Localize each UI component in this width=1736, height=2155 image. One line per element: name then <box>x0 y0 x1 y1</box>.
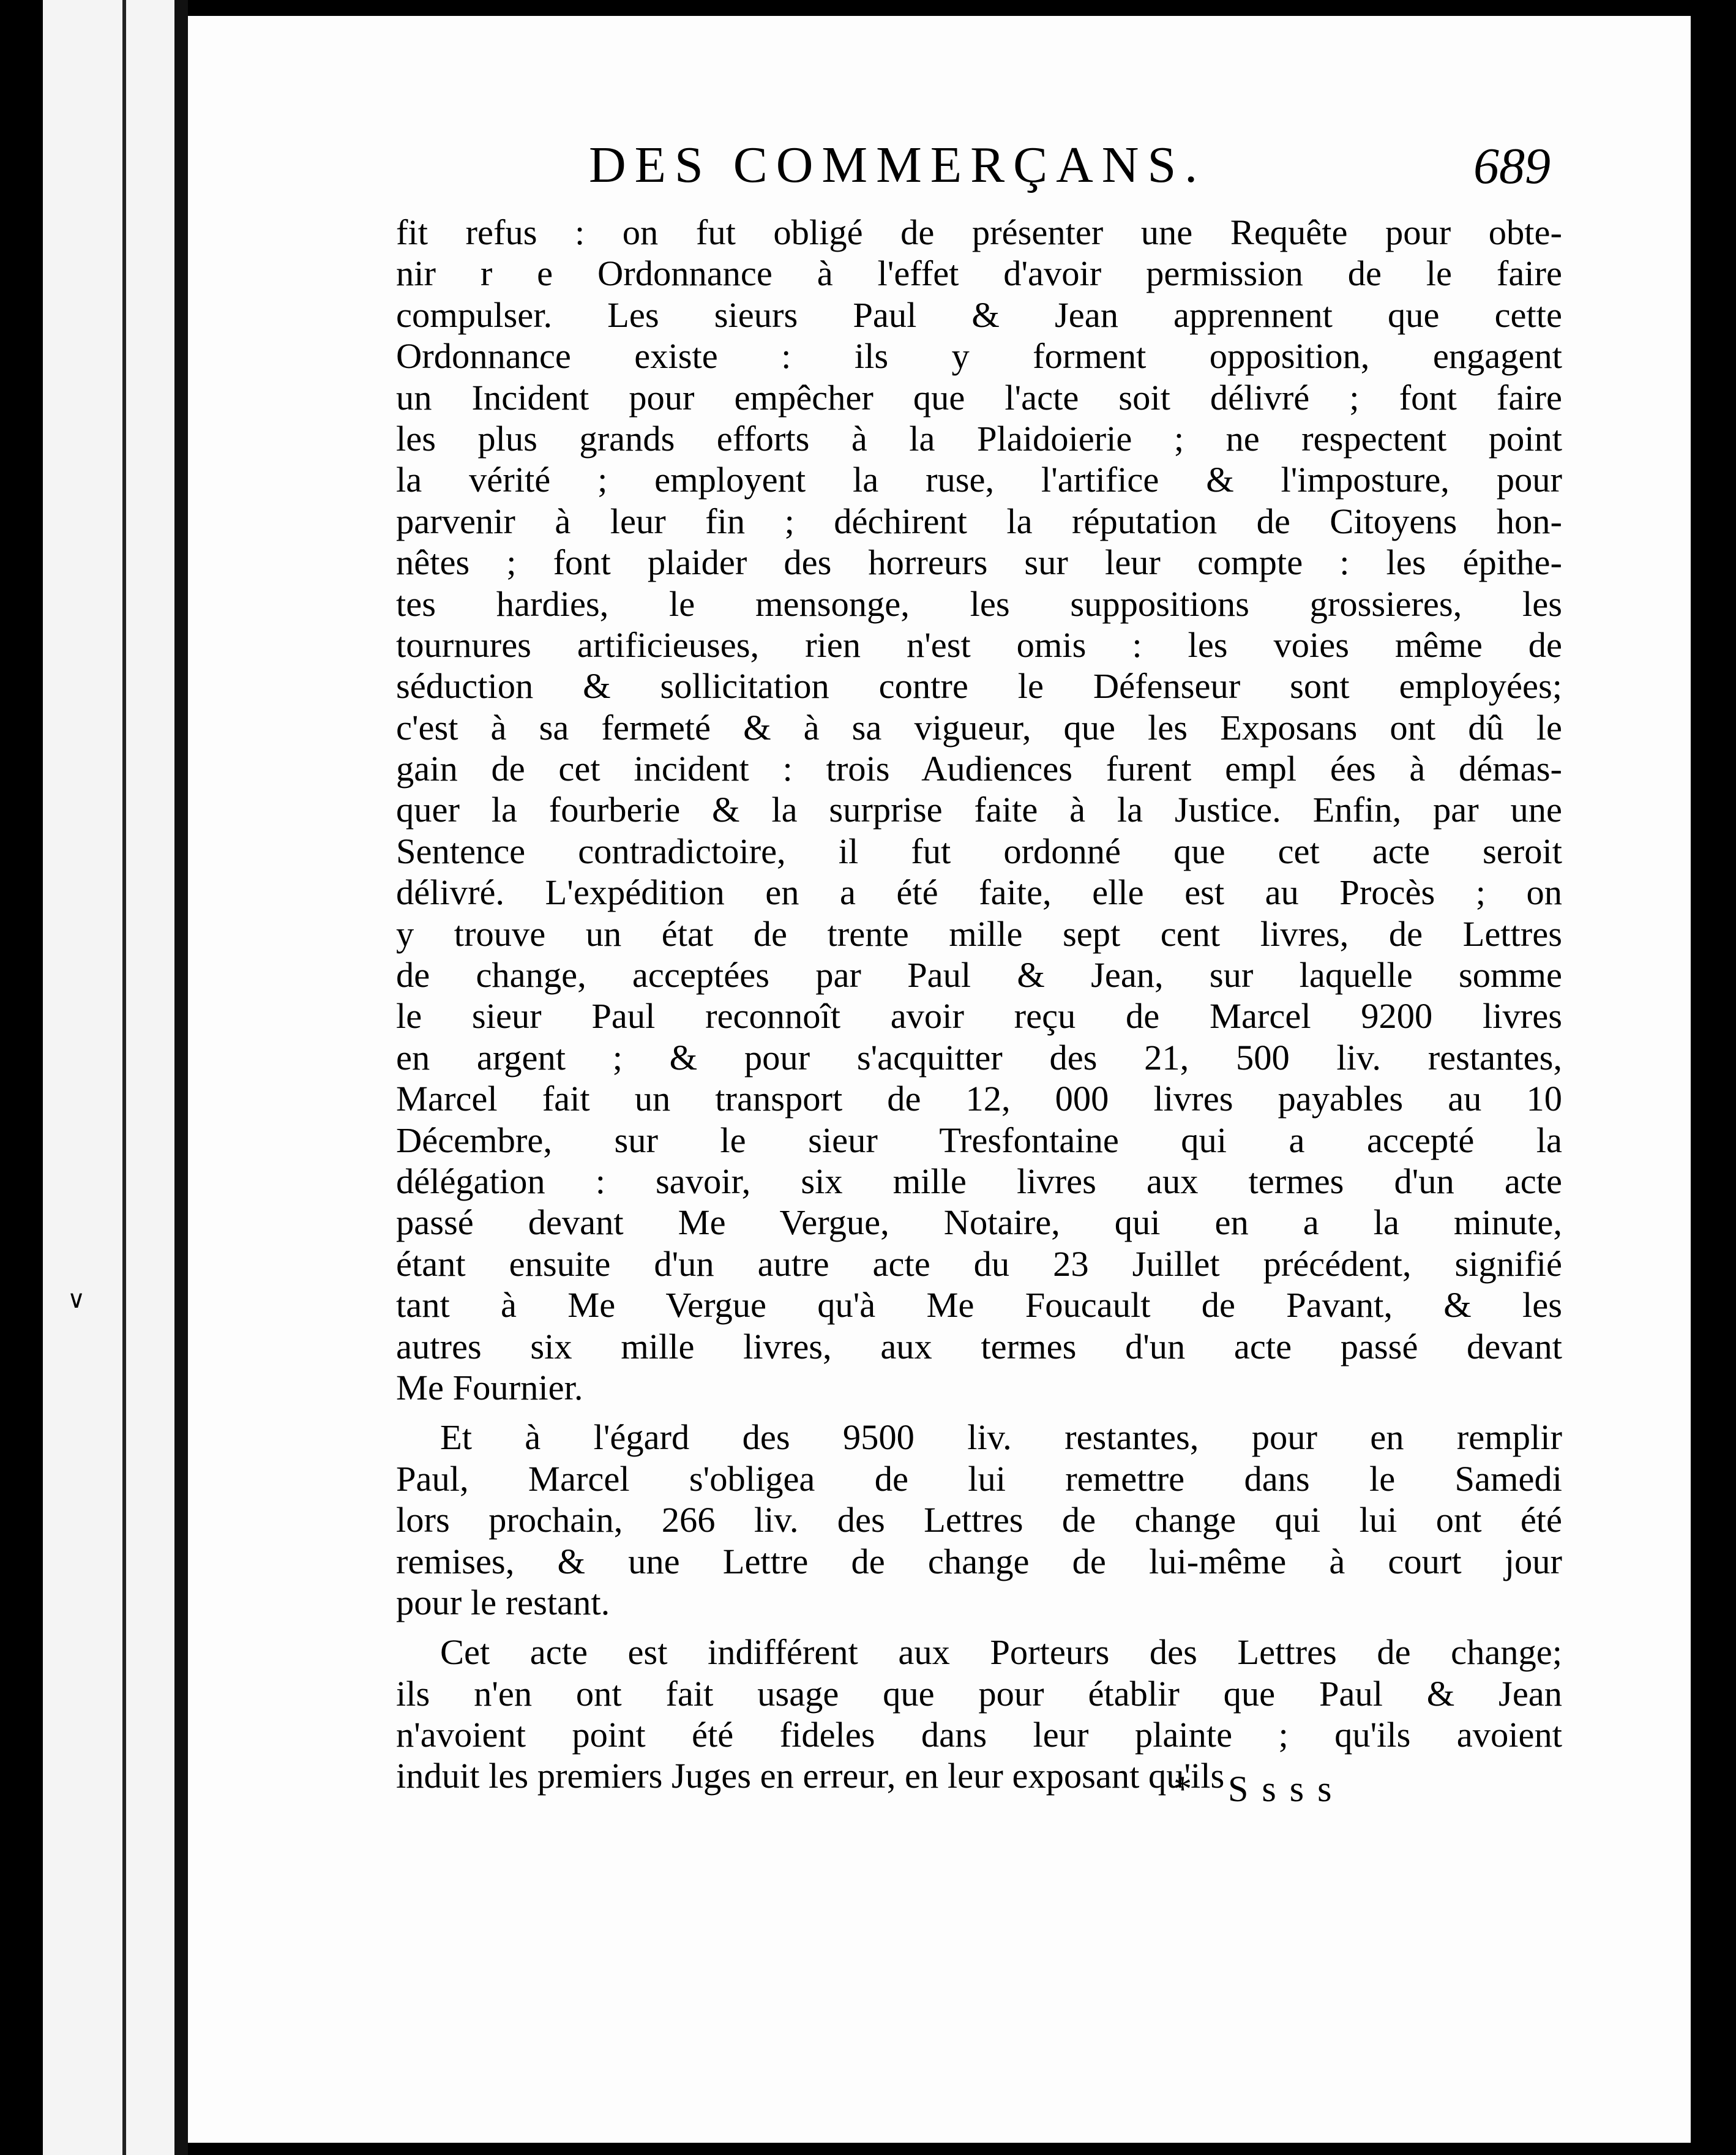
text-line: délégation : savoir, six mille livres aux termes d'un acte <box>396 1161 1562 1201</box>
text-line: pour le restant. <box>396 1582 610 1622</box>
page-number: 689 <box>1473 138 1551 195</box>
text-line: ils n'en ont fait usage que pour établir que Paul & Jean <box>396 1673 1562 1714</box>
text-line: Sentence contradictoire, il fut ordonné que cet acte seroit <box>396 831 1562 871</box>
running-head: DES COMMERÇANS. <box>589 137 1207 193</box>
text-line: étant ensuite d'un autre acte du 23 Juillet précédent, signifié <box>396 1243 1562 1284</box>
text-line: parvenir à leur fin ; déchirent la réputation de Citoyens hon- <box>396 501 1562 541</box>
text-line: délivré. L'expédition en a été faite, elle est au Procès ; on <box>396 872 1562 913</box>
paragraph-gap <box>396 1408 1562 1417</box>
text-line: remises, & une Lettre de change de lui-même à court jour <box>396 1541 1562 1581</box>
text-line: un Incident pour empêcher que l'acte soit délivré ; font faire <box>396 377 1562 418</box>
text-line: gain de cet incident : trois Audiences furent empl ées à démas- <box>396 749 1562 789</box>
text-line: les plus grands efforts à la Plaidoierie ; ne respectent point <box>396 418 1562 459</box>
body-text <box>396 212 1562 1797</box>
text-line: Cet acte est indifférent aux Porteurs des Lettres de change; <box>440 1632 1562 1673</box>
text-line: Marcel fait un transport de 12, 000 livres payables au 10 <box>396 1079 1562 1119</box>
paragraph-gap <box>396 1623 1562 1632</box>
text-line: le sieur Paul reconnoît avoir reçu de Marcel 9200 livres <box>396 996 1562 1036</box>
text-line: autres six mille livres, aux termes d'un acte passé devant <box>396 1326 1562 1366</box>
text-line: passé devant Me Vergue, Notaire, qui en a la minute, <box>396 1202 1562 1243</box>
text-line: la vérité ; employent la ruse, l'artifice & l'imposture, pour <box>396 460 1562 500</box>
text-line: de change, acceptées par Paul & Jean, sur laquelle somme <box>396 955 1562 995</box>
text-line: quer la fourberie & la surprise faite à la Justice. Enfin, par une <box>396 790 1562 830</box>
side-mark: ∨ <box>67 1286 86 1314</box>
text-line: tournures artificieuses, rien n'est omis : les voies même de <box>396 624 1562 665</box>
text-line: induit les premiers Juges en erreur, en leur exposant qu'ils <box>396 1756 1225 1796</box>
text-line: tant à Me Vergue qu'à Me Foucault de Pavant, & les <box>396 1285 1562 1325</box>
book-page <box>188 16 1691 2143</box>
text-line: n'avoient point été fideles dans leur plainte ; qu'ils avoient <box>396 1715 1562 1755</box>
text-line: Me Fournier. <box>396 1367 583 1407</box>
signature-mark: * Ssss <box>1173 1769 1345 1809</box>
text-line: nêtes ; font plaider des horreurs sur leur compte : les épithe- <box>396 542 1562 583</box>
text-line: nir r e Ordonnance à l'effet d'avoir permission de le faire <box>396 253 1562 294</box>
text-line: Décembre, sur le sieur Tresfontaine qui a accepté la <box>396 1120 1562 1160</box>
text-line: en argent ; & pour s'acquitter des 21, 500 liv. restantes, <box>396 1037 1562 1078</box>
text-line: lors prochain, 266 liv. des Lettres de change qui lui ont été <box>396 1500 1562 1540</box>
text-line: y trouve un état de trente mille sept cent livres, de Lettres <box>396 913 1562 954</box>
book-binding-strip <box>43 0 188 2155</box>
text-line: Ordonnance existe : ils y forment opposition, engagent <box>396 336 1562 377</box>
text-line: Et à l'égard des 9500 liv. restantes, pour en remplir <box>440 1417 1562 1458</box>
text-line: tes hardies, le mensonge, les suppositions grossieres, les <box>396 583 1562 624</box>
text-line: c'est à sa fermeté & à sa vigueur, que les Exposans ont dû le <box>396 707 1562 748</box>
text-line: séduction & sollicitation contre le Défenseur sont employées; <box>396 666 1562 706</box>
binding-edge-line <box>122 0 126 2155</box>
text-line: compulser. Les sieurs Paul & Jean apprennent que cette <box>396 294 1562 335</box>
text-line: fit refus : on fut obligé de présenter une Requête pour obte- <box>396 212 1562 252</box>
text-line: Paul, Marcel s'obligea de lui remettre dans le Samedi <box>396 1458 1562 1499</box>
